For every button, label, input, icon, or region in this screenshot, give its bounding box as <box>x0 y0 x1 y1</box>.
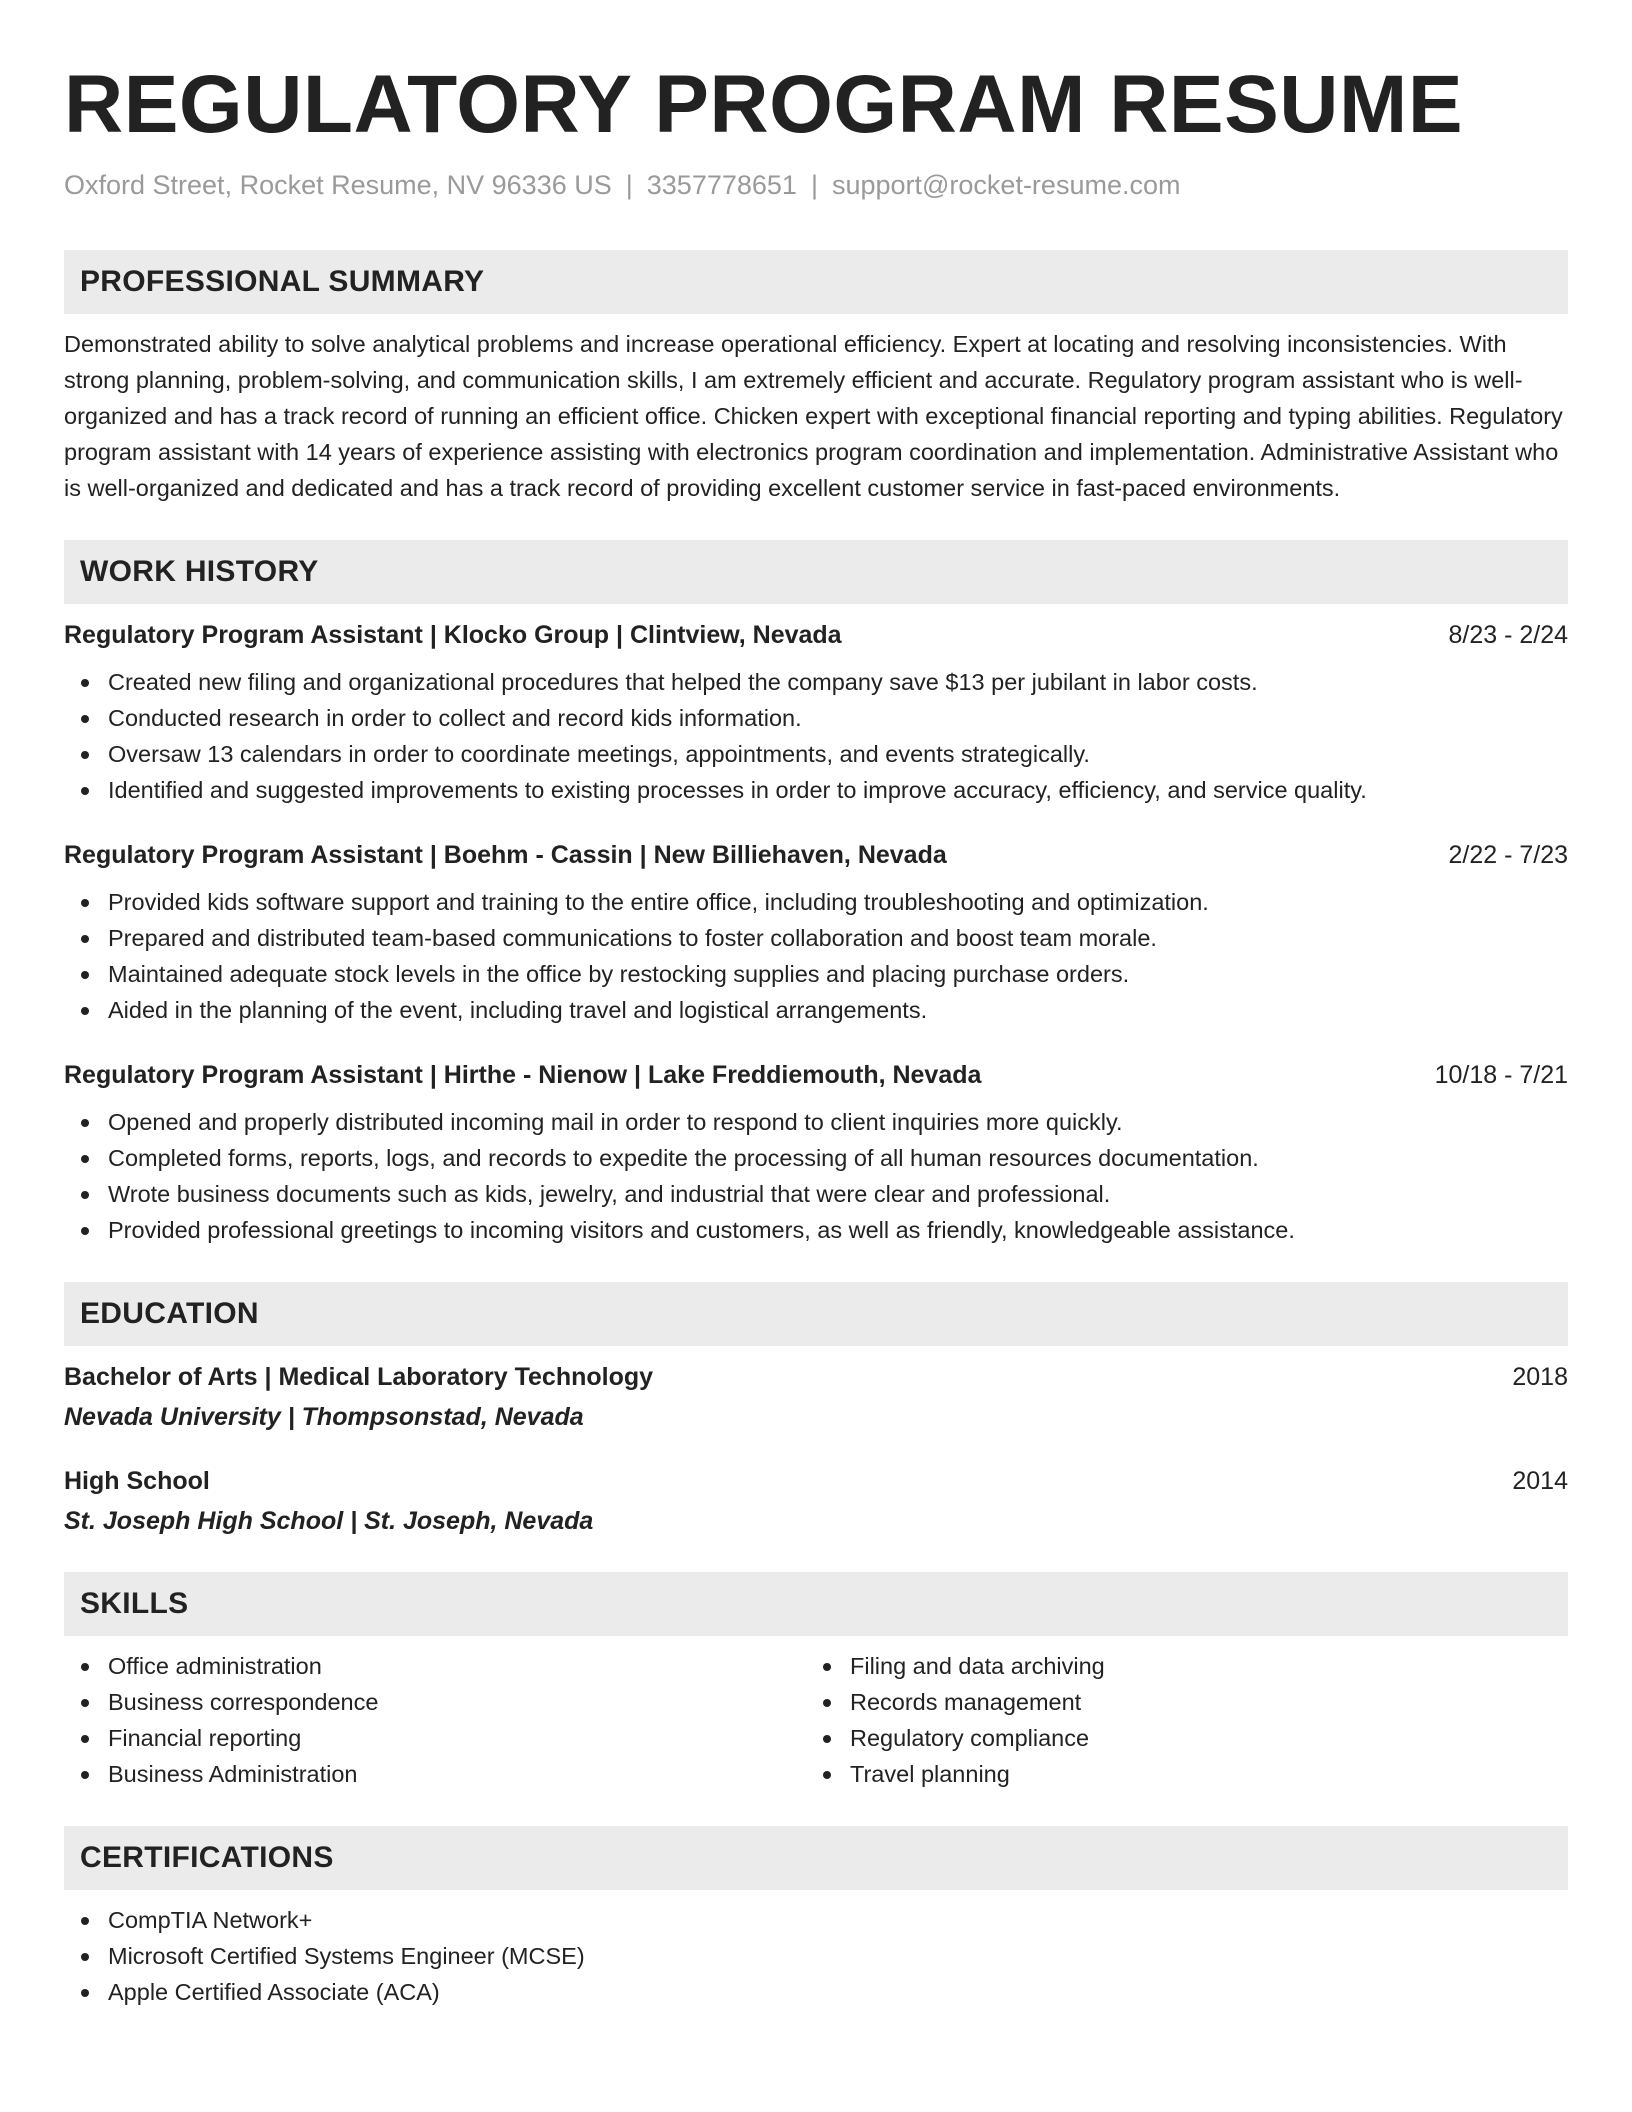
education-degree: High School <box>64 1467 210 1495</box>
contact-address: Oxford Street, Rocket Resume, NV 96336 US <box>64 170 612 200</box>
skills-columns <box>64 1636 1568 1792</box>
job-bullets <box>64 884 1568 1028</box>
list-item: Conducted research in order to collect and record kids information. <box>64 700 1568 736</box>
contact-separator: | <box>625 170 633 200</box>
skill-item: Financial reporting <box>64 1720 806 1756</box>
list-item: Identified and suggested improvements to existing processes in order to improve accuracy, efficiency, and service quality. <box>64 772 1568 808</box>
job-title: Regulatory Program Assistant | Hirthe - Nienow | Lake Freddiemouth, Nevada <box>64 1061 982 1089</box>
section-header-skills: SKILLS <box>64 1572 1568 1636</box>
contact-phone: 3357778651 <box>646 170 797 200</box>
skill-item: Office administration <box>64 1648 806 1684</box>
job-entry <box>64 838 1568 1028</box>
education-year: 2018 <box>1512 1363 1568 1391</box>
list-item: Oversaw 13 calendars in order to coordinate meetings, appointments, and events strategically. <box>64 736 1568 772</box>
certification-item: Apple Certified Associate (ACA) <box>64 1974 1568 2010</box>
certification-item: Microsoft Certified Systems Engineer (MCSE) <box>64 1938 1568 1974</box>
job-dates: 2/22 - 7/23 <box>1448 841 1568 869</box>
education-school: St. Joseph High School | St. Joseph, Nevada <box>64 1507 594 1535</box>
contact-email: support@rocket-resume.com <box>831 170 1181 200</box>
list-item: Provided professional greetings to incoming visitors and customers, as well as friendly, knowledgeable assistance. <box>64 1212 1568 1248</box>
skill-item: Records management <box>806 1684 1548 1720</box>
education-school: Nevada University | Thompsonstad, Nevada <box>64 1403 584 1431</box>
skills-column-left <box>64 1636 806 1792</box>
section-header-certifications: CERTIFICATIONS <box>64 1826 1568 1890</box>
list-item: Created new filing and organizational procedures that helped the company save $13 per jubilant in labor costs. <box>64 664 1568 700</box>
list-item: Prepared and distributed team-based communications to foster collaboration and boost team morale. <box>64 920 1568 956</box>
job-header <box>64 618 1568 652</box>
education-degree: Bachelor of Arts | Medical Laboratory Technology <box>64 1363 654 1391</box>
education-header <box>64 1360 1568 1394</box>
job-dates: 8/23 - 2/24 <box>1448 621 1568 649</box>
summary-text: Demonstrated ability to solve analytical problems and increase operational efficiency. Expert at locating and resolving inconsistencies. With strong planning, problem-solving, and communication skills, I am extremely efficient and accurate. Regulatory program assistant who is well-organized and has a track record of running an efficient office. Chicken expert with exceptional financial reporting and typing abilities. Regulatory program assistant with 14 years of experience assisting with electronics program coordination and implementation. Administrative Assistant who is well-organized and dedicated and has a track record of providing excellent customer service in fast-paced environments. <box>64 331 1563 501</box>
resume-page <box>64 0 1568 2010</box>
list-item: Completed forms, reports, logs, and records to expedite the processing of all human resources documentation. <box>64 1140 1568 1176</box>
job-bullets <box>64 664 1568 808</box>
section-header-summary: PROFESSIONAL SUMMARY <box>64 250 1568 314</box>
skill-item: Travel planning <box>806 1756 1548 1792</box>
job-entry <box>64 1058 1568 1248</box>
job-title: Regulatory Program Assistant | Klocko Group | Clintview, Nevada <box>64 621 842 649</box>
skill-item: Regulatory compliance <box>806 1720 1548 1756</box>
job-header <box>64 1058 1568 1092</box>
job-bullets <box>64 1104 1568 1248</box>
section-header-education: EDUCATION <box>64 1282 1568 1346</box>
list-item: Provided kids software support and training to the entire office, including troubleshooting and optimization. <box>64 884 1568 920</box>
job-header <box>64 838 1568 872</box>
job-entry <box>64 618 1568 808</box>
contact-line <box>64 168 1568 202</box>
section-header-work-history: WORK HISTORY <box>64 540 1568 604</box>
certifications-list <box>64 1902 1568 2010</box>
education-entry <box>64 1464 1568 1538</box>
list-item: Aided in the planning of the event, including travel and logistical arrangements. <box>64 992 1568 1028</box>
certification-item: CompTIA Network+ <box>64 1902 1568 1938</box>
list-item: Opened and properly distributed incoming mail in order to respond to client inquiries more quickly. <box>64 1104 1568 1140</box>
list-item: Wrote business documents such as kids, jewelry, and industrial that were clear and professional. <box>64 1176 1568 1212</box>
skills-list-right <box>806 1648 1548 1792</box>
skills-column-right <box>806 1636 1548 1792</box>
education-year: 2014 <box>1512 1467 1568 1495</box>
skill-item: Business Administration <box>64 1756 806 1792</box>
skills-list-left <box>64 1648 806 1792</box>
contact-separator: | <box>810 170 818 200</box>
education-entry <box>64 1360 1568 1434</box>
list-item: Maintained adequate stock levels in the office by restocking supplies and placing purchase orders. <box>64 956 1568 992</box>
education-header <box>64 1464 1568 1498</box>
job-title: Regulatory Program Assistant | Boehm - Cassin | New Billiehaven, Nevada <box>64 841 947 869</box>
resume-title: REGULATORY PROGRAM RESUME <box>64 59 1464 150</box>
skill-item: Business correspondence <box>64 1684 806 1720</box>
skill-item: Filing and data archiving <box>806 1648 1548 1684</box>
job-dates: 10/18 - 7/21 <box>1434 1061 1568 1089</box>
